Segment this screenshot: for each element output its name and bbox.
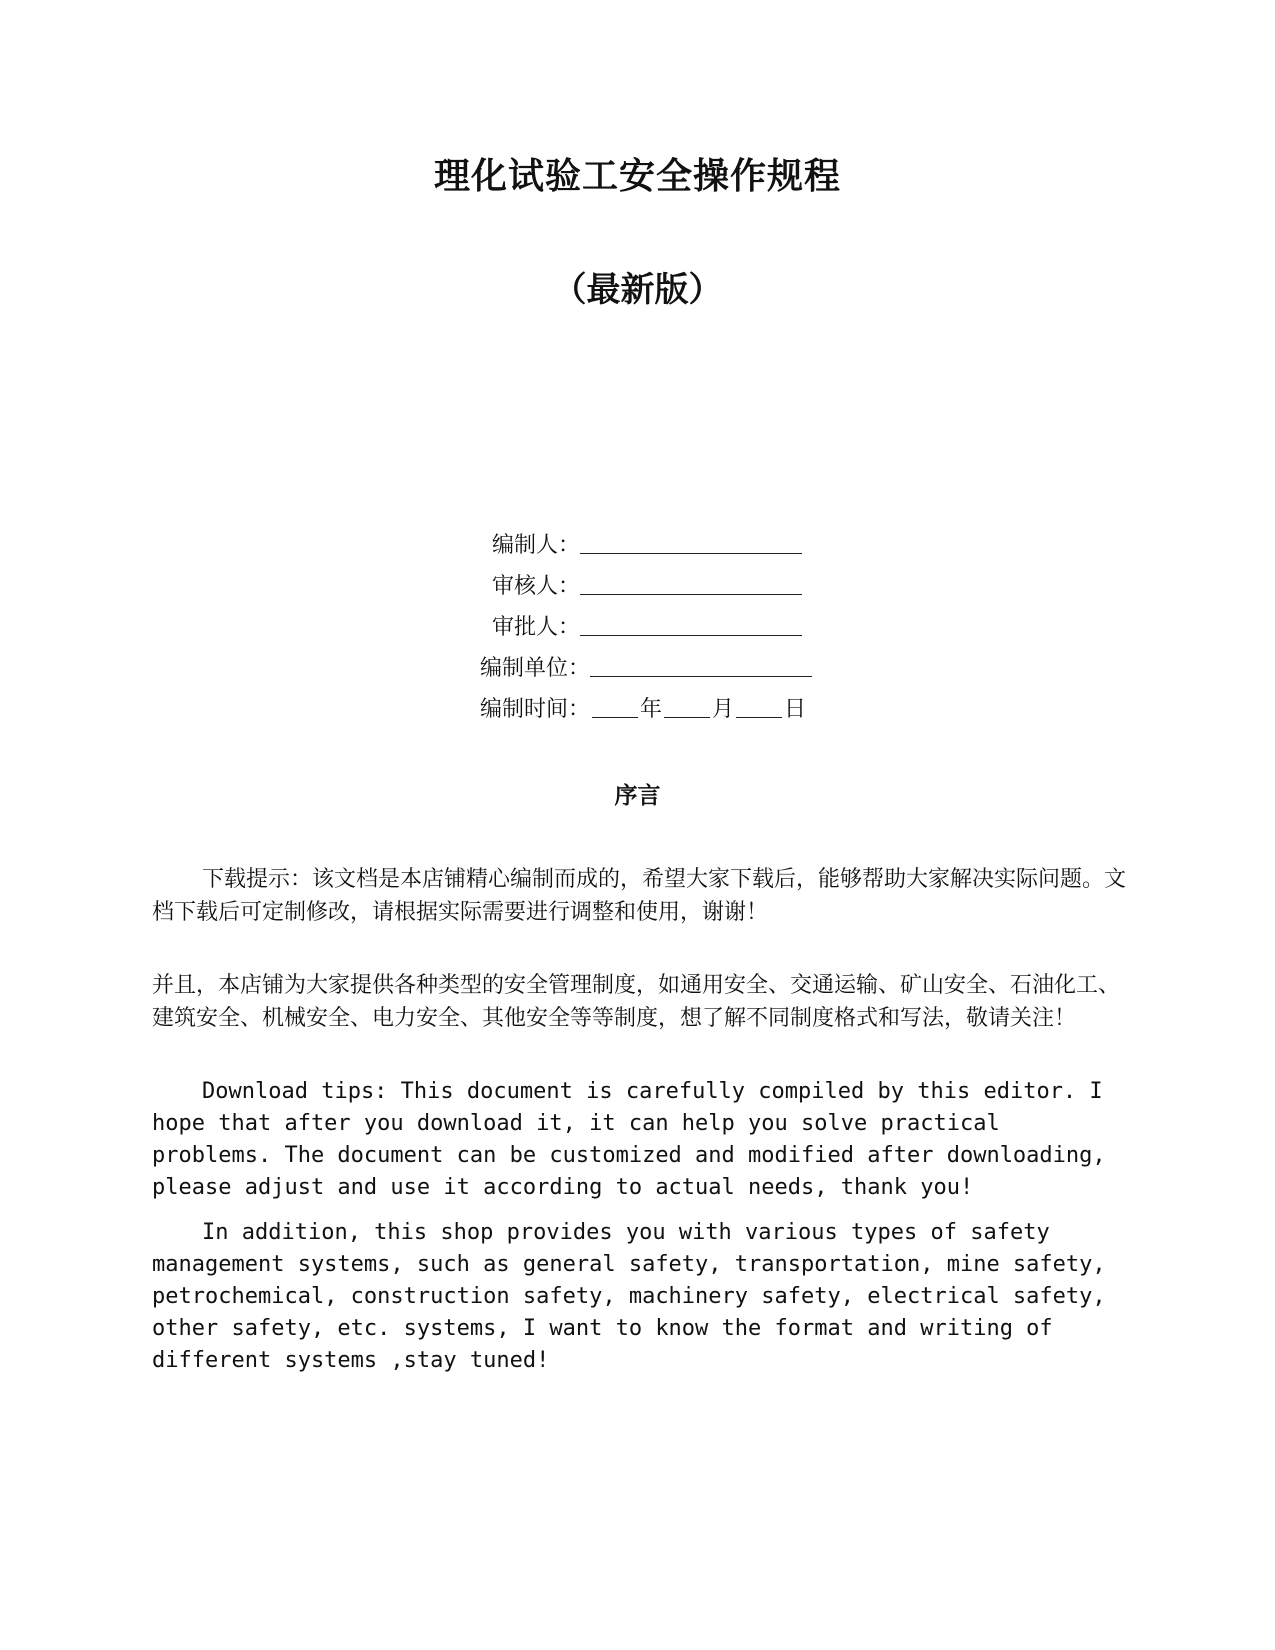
compiler-row xyxy=(460,525,860,566)
year-label: 年 xyxy=(640,697,663,722)
day-blank xyxy=(736,699,782,718)
day-label: 日 xyxy=(784,697,807,722)
unit-row xyxy=(460,648,860,689)
year-blank xyxy=(592,699,638,718)
paragraph-cn-tip: 下载提示：该文档是本店铺精心编制而成的，希望大家下载后，能够帮助大家解决实际问题。文档下载后可定制修改，请根据实际需要进行调整和使用，谢谢！ xyxy=(152,867,1127,925)
time-row xyxy=(460,689,860,730)
unit-label: 编制单位： xyxy=(479,656,590,681)
signature-form xyxy=(460,525,860,730)
reviewer-blank xyxy=(580,576,802,595)
month-label: 月 xyxy=(712,697,735,722)
approver-blank xyxy=(580,617,802,636)
document-title: 理化试验工安全操作规程 xyxy=(433,156,841,197)
compiler-blank xyxy=(580,535,802,554)
paragraph-cn-addition: 并且，本店铺为大家提供各种类型的安全管理制度，如通用安全、交通运输、矿山安全、石油化工、建筑安全、机械安全、电力安全、其他安全等等制度，想了解不同制度格式和写法，敬请关注！ xyxy=(152,973,1121,1031)
paragraph-en-addition: In addition, this shop provides you with various types of safety management systems, such as general safety, transportation, mine safety, petrochemical, construction safety, machinery safety, electrical safety, other safety, etc. systems, I want to know the format and writing of different systems ,stay tuned! xyxy=(152,1220,1106,1373)
approver-row xyxy=(460,607,860,648)
reviewer-row xyxy=(460,566,860,607)
unit-blank xyxy=(590,658,812,677)
reviewer-label: 审核人： xyxy=(491,574,580,599)
time-label: 编制时间： xyxy=(479,697,590,722)
month-blank xyxy=(664,699,710,718)
compiler-label: 编制人： xyxy=(491,533,580,558)
paragraph-en-tip: Download tips: This document is carefully compiled by this editor. I hope that after you download it, it can help you solve practical problems. The document can be customized and modified after downloading, please adjust and use it according to actual needs, thank you! xyxy=(152,1079,1106,1200)
preface-heading: 序言 xyxy=(614,783,661,809)
approver-label: 审批人： xyxy=(491,615,580,640)
document-subtitle: （最新版） xyxy=(552,270,723,310)
